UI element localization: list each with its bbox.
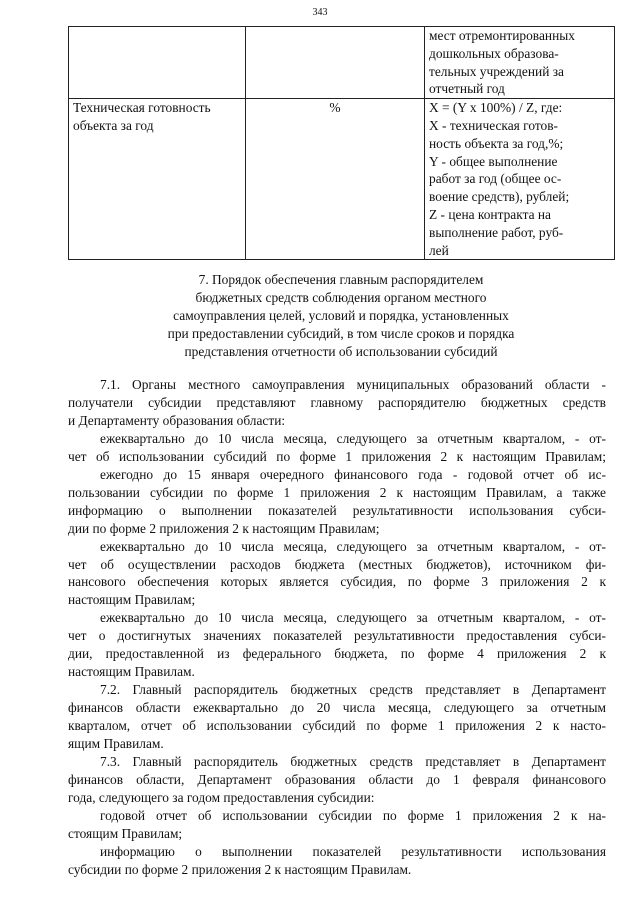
table-cell-formula xyxy=(425,99,615,260)
paragraph-line: 7.1. Органы местного самоуправления муниципальных образований области - xyxy=(100,377,606,392)
paragraph-line: информацию о выполнении показателей результативности использования субси- xyxy=(68,502,606,518)
paragraph-line: и Департаменту образования области: xyxy=(68,412,286,428)
paragraph-line: года, следующего за годом предоставления субсидии: xyxy=(68,789,375,805)
page-number: 343 xyxy=(312,7,328,18)
cell-text-line: воение средств), рублей; xyxy=(429,189,570,205)
cell-text-line: работ за год (общее ос- xyxy=(429,171,562,187)
paragraph-line: получатели субсидии представляют главному распорядителю бюджетных средств xyxy=(68,394,606,410)
cell-text-line: лей xyxy=(429,242,449,258)
cell-text-line: тельных учреждений за xyxy=(429,63,564,79)
heading-line: бюджетных средств соблюдения органом местного xyxy=(195,289,487,305)
table-cell-indicator xyxy=(69,99,246,260)
heading-line: самоуправления целей, условий и порядка, установленных xyxy=(173,307,509,323)
paragraph-line: дии по форме 2 приложения 2 к настоящим Правилам; xyxy=(68,520,380,536)
paragraph-line: ежеквартально до 10 числа месяца, следующего за отчетным кварталом, - от- xyxy=(100,610,606,626)
paragraph-line: 7.2. Главный распорядитель бюджетных средств представляет в Департамент xyxy=(100,682,606,698)
paragraph-line: настоящим Правилам; xyxy=(68,592,196,608)
paragraph-line: финансов области ежеквартально до 20 числа месяца, следующего за отчетным xyxy=(68,700,606,716)
paragraph-line: 7.3. Главный распорядитель бюджетных средств представляет в Департамент xyxy=(100,754,606,770)
paragraph-line: пользовании субсидии по форме 1 приложения 2 к настоящим Правилам, а также xyxy=(68,484,606,500)
cell-text-line: Y - общее выполнение xyxy=(429,153,558,169)
paragraph-line: нансового обеспечения которых является субсидия, по форме 3 приложения 2 к xyxy=(68,574,606,590)
cell-text-line: Техническая готовность xyxy=(73,100,211,116)
paragraph-line: стоящим Правилам; xyxy=(68,825,183,841)
section-body xyxy=(68,376,606,879)
paragraph-line: дии, предоставленной из федерального бюджета, по форме 4 приложения 2 к xyxy=(68,646,606,662)
table-cell-indicator xyxy=(69,27,246,99)
table-row xyxy=(69,27,615,99)
table-row xyxy=(69,99,615,260)
cell-text-line: Z - цена контракта на xyxy=(429,206,551,222)
cell-text-line: X - техническая готов- xyxy=(429,117,559,133)
paragraph-line: кварталом, отчет об использовании субсидий по форме 1 приложения 2 к насто- xyxy=(68,718,606,734)
paragraph-line: чет об осуществлении расходов бюджета (местных бюджетов), источником фи- xyxy=(68,556,606,572)
paragraph-line: чет о достигнутых значениях показателей результативности предоставления субси- xyxy=(68,628,606,644)
paragraph-line: финансов области, Департамент образования области до 1 февраля финансового xyxy=(68,771,606,787)
paragraph-line: чет об использовании субсидий по форме 1 приложения 2 к настоящим Правилам; xyxy=(68,448,606,464)
indicators-table xyxy=(68,26,615,260)
paragraph-line: годовой отчет об использовании субсидии по форме 1 приложения 2 к на- xyxy=(100,807,606,823)
heading-line: 7. Порядок обеспечения главным распорядителем xyxy=(198,272,484,287)
paragraph-line: ящим Правилам. xyxy=(68,736,164,752)
cell-text-line: выполнение работ, руб- xyxy=(429,224,564,240)
cell-text-line: ность объекта за год,%; xyxy=(429,135,564,151)
table-cell-unit xyxy=(246,27,425,99)
table-cell-unit: % xyxy=(246,99,425,260)
paragraph-line: информацию о выполнении показателей результативности использования xyxy=(100,843,606,859)
cell-text-line: X = (Y x 100%) / Z, где: xyxy=(429,100,563,116)
heading-line: представления отчетности об использовании субсидий xyxy=(184,343,498,359)
section-heading xyxy=(68,271,614,361)
cell-text-line: объекта за год xyxy=(73,117,154,133)
paragraph-line: ежеквартально до 10 числа месяца, следующего за отчетным кварталом, - от- xyxy=(100,430,606,446)
heading-line: при предоставлении субсидий, в том числе сроков и порядка xyxy=(167,325,515,341)
paragraph-line: ежеквартально до 10 числа месяца, следующего за отчетным кварталом, - от- xyxy=(100,538,606,554)
paragraph-line: субсидии по форме 2 приложения 2 к настоящим Правилам. xyxy=(68,861,412,877)
cell-text-line: дошкольных образова- xyxy=(429,45,559,61)
table-cell-formula xyxy=(425,27,615,99)
paragraph-line: ежегодно до 15 января очередного финансового года - годовой отчет об ис- xyxy=(100,466,606,482)
paragraph-line: настоящим Правилам. xyxy=(68,664,195,680)
cell-text-line: отчетный год xyxy=(429,81,505,97)
cell-text-line: мест отремонтированных xyxy=(429,28,575,43)
